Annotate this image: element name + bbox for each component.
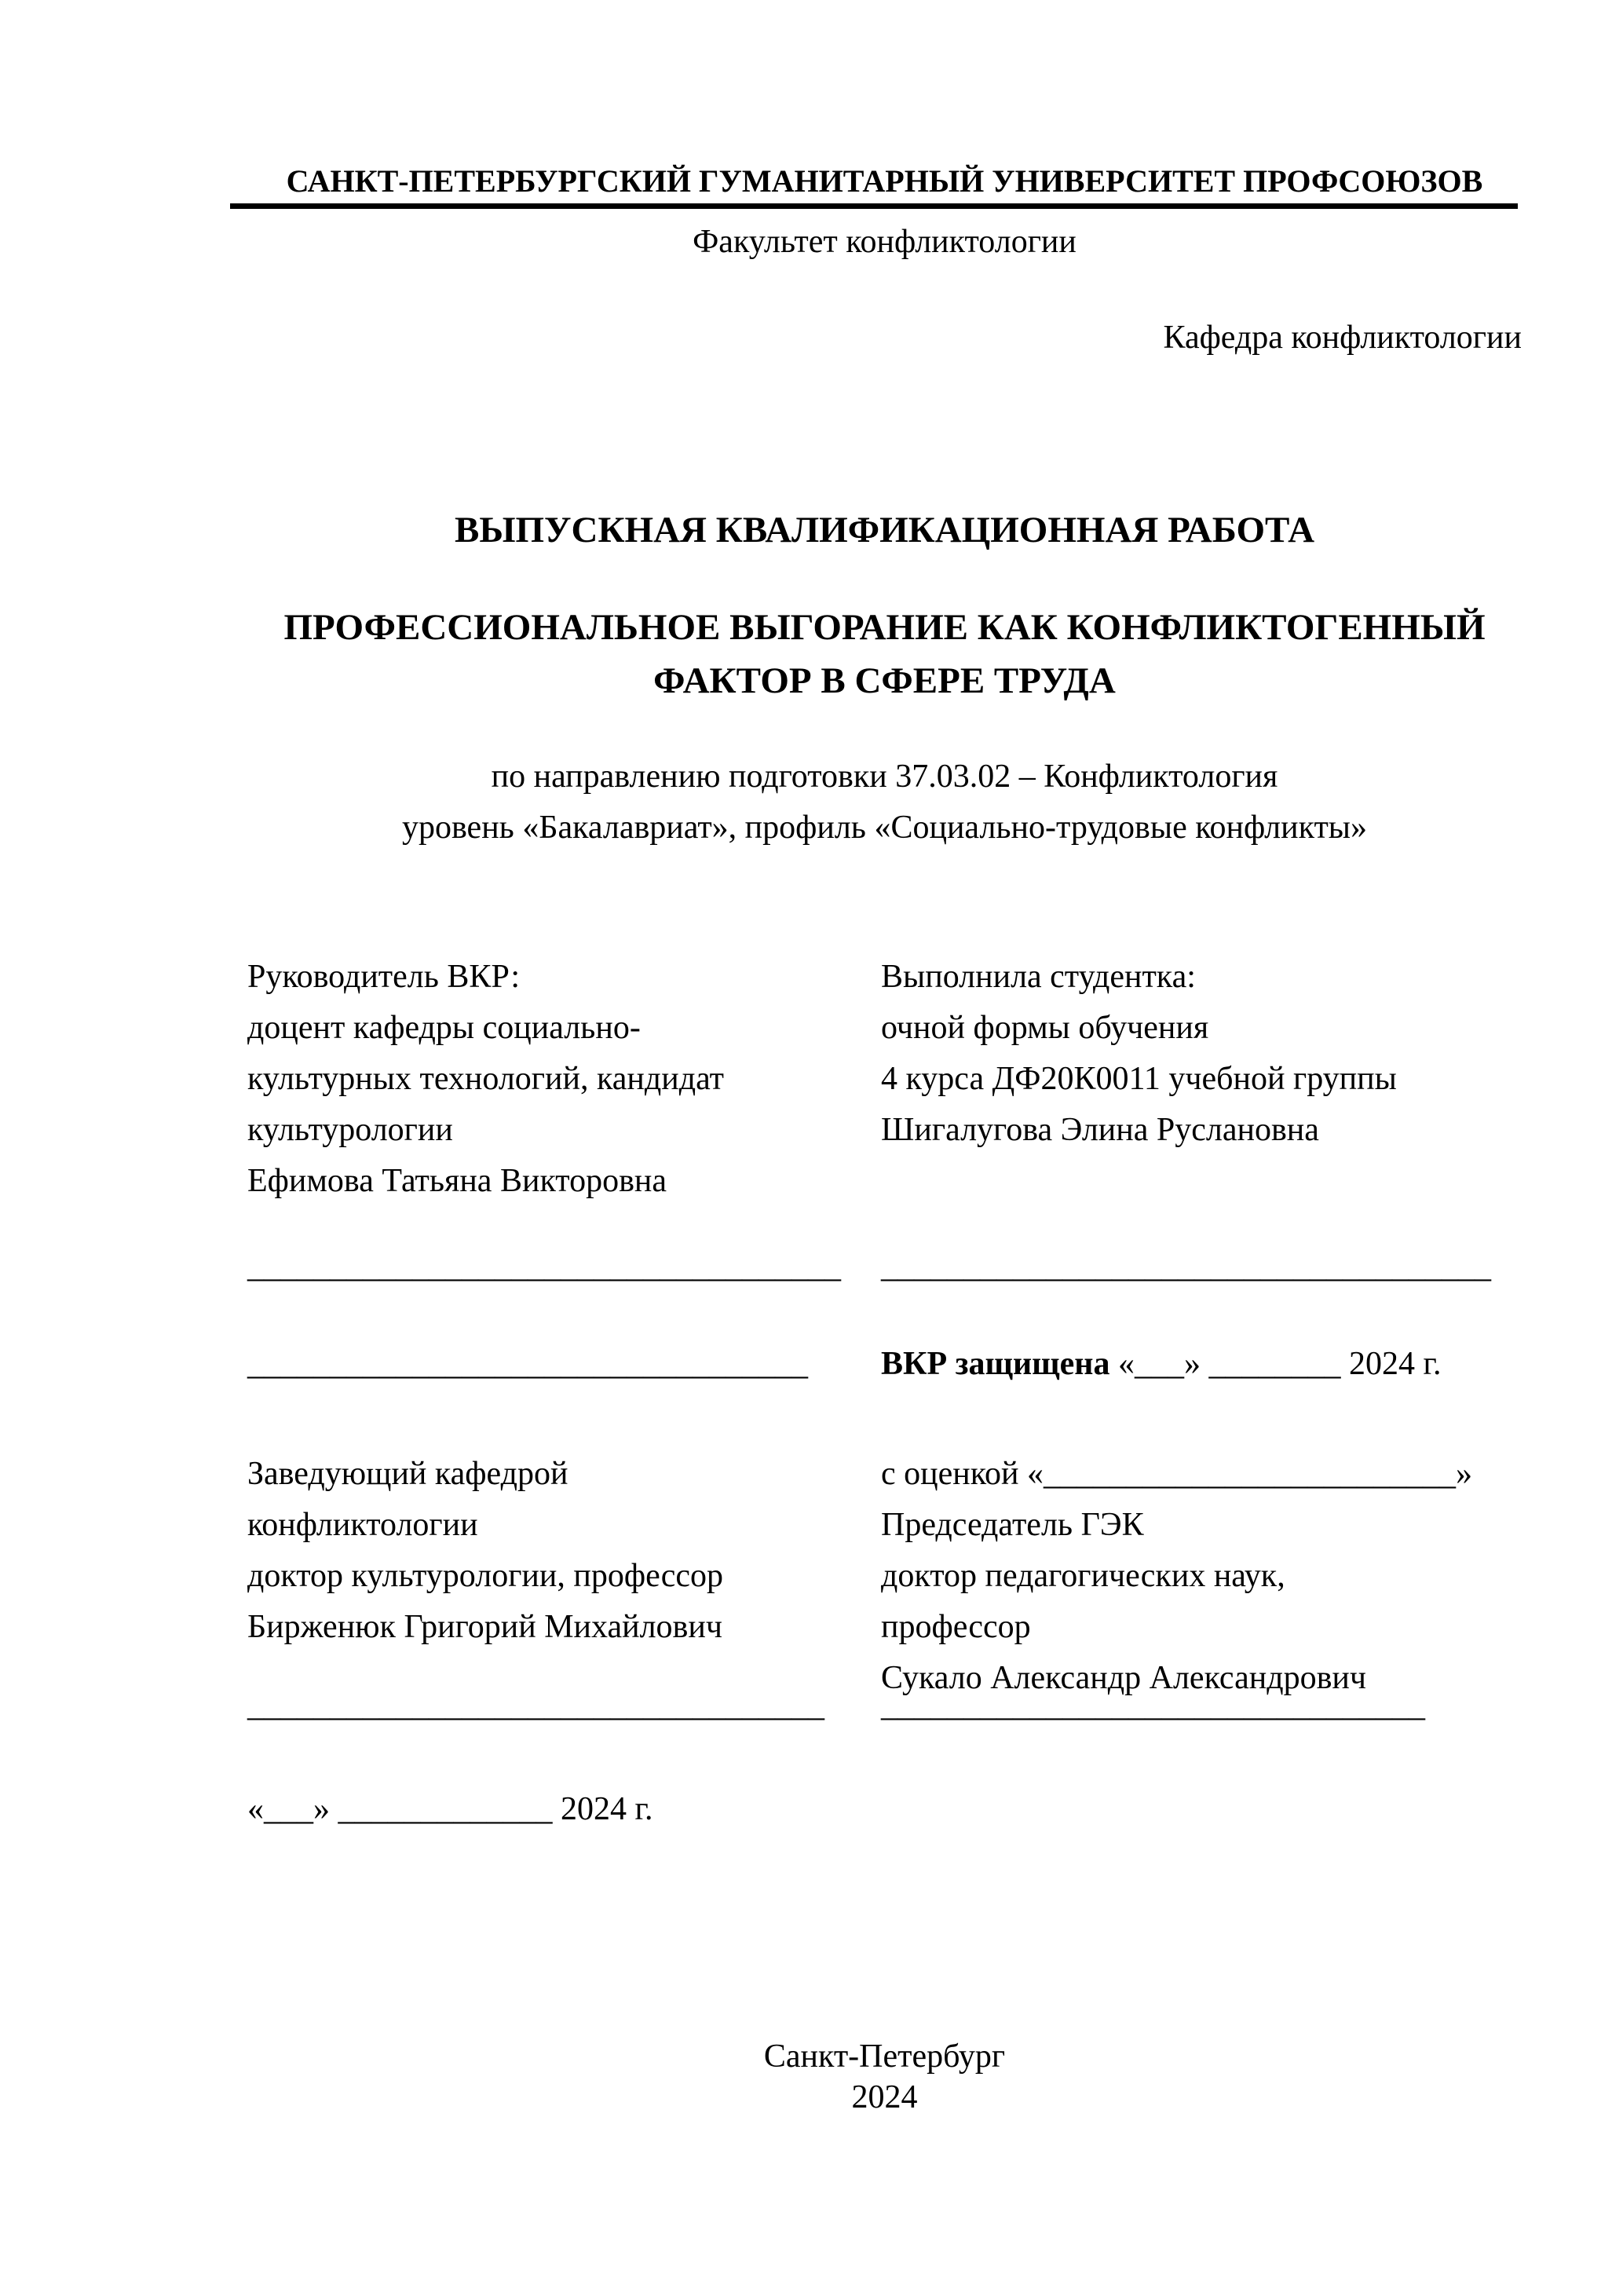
signature-row-2 xyxy=(247,1339,1522,1390)
student-block xyxy=(881,952,1522,1207)
gek-chair-degree-line: доктор педагогических наук, xyxy=(881,1558,1285,1594)
student-signature-line: _____________________________________ xyxy=(881,1249,1491,1285)
grade-blank-line: с оценкой «_________________________» xyxy=(881,1456,1472,1492)
student-role-line: Выполнила студентка: xyxy=(881,959,1196,995)
work-type-title: ВЫПУСКНАЯ КВАЛИФИКАЦИОННАЯ РАБОТА xyxy=(454,510,1315,550)
signature-row-1 xyxy=(247,1241,1522,1292)
date-blank-text: «___» _____________ 2024 г. xyxy=(247,1791,653,1827)
head-degree-line: доктор культурологии, профессор xyxy=(247,1558,724,1594)
date-blank-line xyxy=(247,1784,1522,1835)
program-direction-line: по направлению подготовки 37.03.02 – Конфликтология xyxy=(491,759,1278,795)
supervisor-signature-line: ____________________________________ xyxy=(247,1249,841,1285)
supervisor-degree-line: культурологии xyxy=(247,1112,453,1148)
people-columns xyxy=(247,952,1522,1207)
faculty-line: Факультет конфликтологии xyxy=(693,224,1077,260)
supervisor-role-line: Руководитель ВКР: xyxy=(247,959,521,995)
supervisor-position-line: культурных технологий, кандидат xyxy=(247,1061,724,1097)
department-line: Кафедра конфликтологии xyxy=(1163,320,1522,356)
defense-status-label: ВКР защищена xyxy=(881,1346,1110,1382)
supervisor-signature-line-2: __________________________________ xyxy=(247,1346,808,1382)
footer-city: Санкт-Петербург xyxy=(763,2038,1006,2075)
footer-block xyxy=(247,2036,1522,2118)
supervisor-name-line: Ефимова Татьяна Викторовна xyxy=(247,1163,667,1199)
defense-date-blank: «___» ________ 2024 г. xyxy=(1109,1346,1442,1382)
head-signature-line: ___________________________________ xyxy=(247,1687,824,1724)
supervisor-position-line: доцент кафедры социально- xyxy=(247,1010,641,1046)
head-role-line-2: конфликтологии xyxy=(247,1507,478,1543)
gek-chair-block xyxy=(881,1449,1522,1704)
defense-status-line xyxy=(881,1339,1522,1390)
gek-chair-name-line: Сукало Александр Александрович xyxy=(881,1660,1367,1696)
thesis-title-line-2: ФАКТОР В СФЕРЕ ТРУДА xyxy=(653,660,1116,701)
university-name: САНКТ-ПЕТЕРБУРГСКИЙ ГУМАНИТАРНЫЙ УНИВЕРСИТЕТ ПРОФСОЮЗОВ xyxy=(286,163,1483,199)
program-block xyxy=(247,751,1522,854)
program-level-line: уровень «Бакалавриат», профиль «Социально-трудовые конфликты» xyxy=(401,810,1368,846)
department-head-block xyxy=(247,1449,828,1704)
student-name-line: Шигалугова Элина Руслановна xyxy=(881,1112,1319,1148)
header-rule xyxy=(230,203,1518,209)
head-role-line: Заведующий кафедрой xyxy=(247,1456,568,1492)
head-name-line: Бирженюк Григорий Михайлович xyxy=(247,1609,722,1645)
footer-year: 2024 xyxy=(851,2079,918,2115)
thesis-title-line-1: ПРОФЕССИОНАЛЬНОЕ ВЫГОРАНИЕ КАК КОНФЛИКТОГЕННЫЙ xyxy=(283,607,1486,648)
gek-chair-role-line: Председатель ГЭК xyxy=(881,1507,1144,1543)
student-group-line: 4 курса ДФ20К0011 учебной группы xyxy=(881,1061,1397,1097)
supervisor-block xyxy=(247,952,828,1207)
signature-row-3 xyxy=(247,1680,1522,1731)
gek-chair-title-line: профессор xyxy=(881,1609,1031,1645)
student-study-form-line: очной формы обучения xyxy=(881,1010,1209,1046)
gek-signature-line: _________________________________ xyxy=(881,1687,1425,1724)
officials-columns xyxy=(247,1449,1522,1704)
thesis-title xyxy=(247,601,1522,707)
